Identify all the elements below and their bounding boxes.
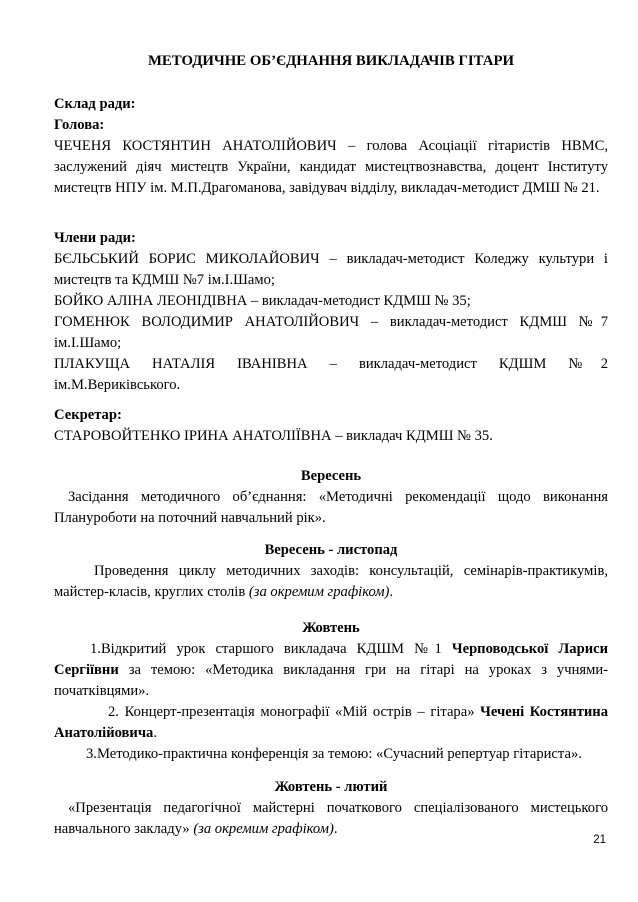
head-label: Голова:: [54, 117, 105, 133]
section-text: [54, 561, 608, 603]
section-item: [54, 744, 608, 765]
secretary-heading: Секретар:: [54, 407, 122, 423]
section-month: Вересень: [300, 468, 362, 484]
item-pre: 2. Концерт-презентація монографії «Мій острів – гітара»: [108, 704, 475, 720]
section-month: Вересень - листопад: [264, 542, 398, 558]
secretary-block: [54, 405, 608, 447]
member-item: ПЛАКУЩА НАТАЛІЯ ІВАНІВНА – викладач-методист КДШМ №2 ім.М.Вериківського.: [54, 356, 608, 393]
section-italic-note: (за окремим графіком): [193, 821, 334, 837]
item-bold: Чечені Костянтина Анатолійовича: [54, 704, 608, 741]
member-item: ГОМЕНЮК ВОЛОДИМИР АНАТОЛІЙОВИЧ – викладач-методист КДМШ №7 ім.І.Шамо;: [54, 314, 608, 351]
secretary-text: СТАРОВОЙТЕНКО ІРИНА АНАТОЛІЇВНА – викладач КДМШ № 35.: [54, 428, 493, 444]
section-tail: .: [389, 584, 394, 600]
section-text: [54, 798, 608, 840]
member-item: БЄЛЬСЬКИЙ БОРИС МИКОЛАЙОВИЧ – викладач-методист Коледжу культури і мистецтв та КДМШ №7 ім.І.Шамо;: [54, 251, 608, 288]
member-item: БОЙКО АЛІНА ЛЕОНІДІВНА – викладач-методист КДМШ № 35;: [54, 293, 471, 309]
page-number: 21: [593, 834, 606, 846]
section-text-main: Проведення циклу методичних заходів: консультацій, семінарів-практикумів, майстер-класів, круглих столів: [54, 563, 608, 600]
section-text: Засідання методичного об’єднання: «Методичні рекомендації щодо виконання Плануроботи на поточний навчальний рік».: [54, 489, 608, 526]
head-text: ЧЕЧЕНЯ КОСТЯНТИН АНАТОЛІЙОВИЧ – голова Асоціації гітаристів НВМС, заслужений діяч мистецтв України, кандидат мистецтвознавства, доцент Інституту мистецтв НПУ ім. М.П.Драгоманова, завідувач відділу, викладач-методист ДМШ № 21.: [54, 138, 608, 196]
members-block: [54, 228, 608, 396]
item-post: за темою: «Методика викладання гри на гітарі на уроках з учнями-початківцями».: [54, 662, 608, 699]
members-heading: Члени ради:: [54, 230, 136, 246]
page-title: МЕТОДИЧНЕ ОБ’ЄДНАННЯ ВИКЛАДАЧІВ ГІТАРИ: [147, 53, 515, 69]
section-month: Жовтень: [302, 620, 360, 636]
section-text-main: «Презентація педагогічної майстерні початкового спеціалізованого мистецького навчального закладу»: [54, 800, 608, 837]
council-block: [54, 94, 608, 199]
section-month: Жовтень - лютий: [274, 779, 388, 795]
section-item: [54, 639, 608, 702]
item-pre: 1.Відкритий урок старшого викладача КДШМ №1: [90, 641, 442, 657]
council-heading: Склад ради:: [54, 96, 136, 112]
section-item: [54, 702, 608, 744]
item-pre: 3.Методико-практична конференція за темою: «Сучасний репертуар гітариста».: [86, 746, 582, 762]
item-bold: Черповодської Лариси Сергіївни: [54, 641, 608, 678]
section-italic-note: (за окремим графіком): [248, 584, 390, 600]
item-post: .: [153, 725, 158, 741]
section-tail: .: [333, 821, 338, 837]
